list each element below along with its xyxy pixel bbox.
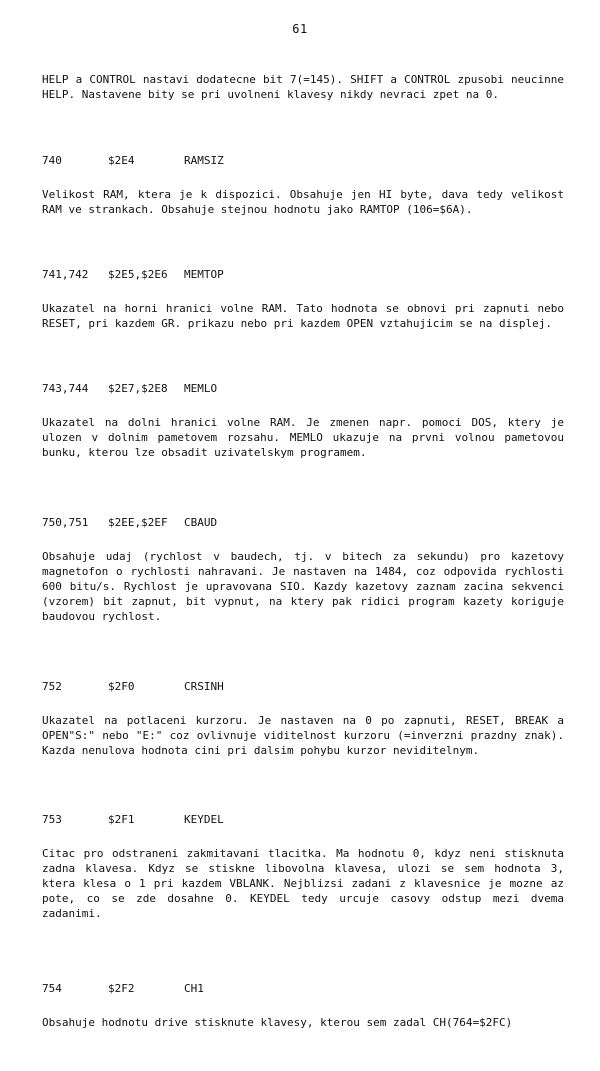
entry-header — [42, 680, 564, 694]
variable-name: CRSINH — [184, 680, 224, 693]
decimal-address: 752 — [42, 680, 62, 693]
entry-description: Ukazatel na dolni hranici volne RAM. Je zmenen napr. pomoci DOS, ktery je ulozen v dolnim pametovem rozsahu. MEMLO ukazuje na prvni volnou pametovou bunku, kterou lze obsadit uzivatelskym programem. — [42, 416, 564, 459]
variable-name: CH1 — [184, 982, 204, 995]
hex-address: $2F1 — [108, 813, 135, 826]
entry-ch1 — [42, 982, 564, 1030]
entry-description: Ukazatel na potlaceni kurzoru. Je nastaven na 0 po zapnuti, RESET, BREAK a OPEN"S:" nebo "E:" coz ovlivnuje viditelnost kurzoru (=inverzni prazdny znak). Kazda nenulova hodnota cini pri dalsim pohybu kurzor neviditelnym. — [42, 714, 564, 757]
hex-address: $2EE,$2EF — [108, 516, 168, 529]
variable-name: MEMLO — [184, 382, 218, 395]
entry-description: Citac pro odstraneni zakmitavani tlacitka. Ma hodnotu 0, kdyz neni stisknuta zadna klavesa. Kdyz se stiskne libovolna klavesa, ulozi se sem hodnota 3, ktera klesa o 1 pri kazdem VBLANK. Nejblizsi zadani z klavesnice je mozne az pote, co se zde dosahne 0. KEYDEL tedy urcuje casovy odstup mezi dvema zadanimi. — [42, 847, 564, 920]
page-number: 61 — [292, 22, 308, 36]
entry-description: Obsahuje udaj (rychlost v baudech, tj. v bitech za sekundu) pro kazetovy magnetofon o rychlosti nahravani. Je nastaven na 1484, coz odpovida rychlosti 600 bitu/s. Rychlost je upravovana SIO. Kazdy kazetovy zaznam zacina sekvenci (vzorem) bit zapnut, bit vypnut, na ktery pak ridici program kazety koriguje baudovou rychlost. — [42, 550, 564, 623]
decimal-address: 750,751 — [42, 516, 89, 529]
decimal-address: 743,744 — [42, 382, 89, 395]
entry-description: Velikost RAM, ktera je k dispozici. Obsahuje jen HI byte, dava tedy velikost RAM ve strankach. Obsahuje stejnou hodnotu jako RAMTOP (106=$6A). — [42, 188, 564, 216]
entry-memlo — [42, 382, 564, 460]
entry-ramsiz — [42, 154, 564, 217]
entry-description: Ukazatel na horni hranici volne RAM. Tato hodnota se obnovi pri zapnuti nebo RESET, pri kazdem GR. prikazu nebo pri kazdem OPEN vztahujicim se na displej. — [42, 302, 564, 330]
entry-keydel — [42, 813, 564, 921]
entry-crsinh — [42, 680, 564, 758]
entry-header — [42, 154, 564, 168]
entry-header — [42, 813, 564, 827]
hex-address: $2E5,$2E6 — [108, 268, 168, 281]
decimal-address: 740 — [42, 154, 62, 167]
variable-name: KEYDEL — [184, 813, 224, 826]
entry-header — [42, 516, 564, 530]
variable-name: MEMTOP — [184, 268, 224, 281]
entry-cbaud — [42, 516, 564, 624]
entry-memtop — [42, 268, 564, 331]
decimal-address: 741,742 — [42, 268, 89, 281]
variable-name: RAMSIZ — [184, 154, 224, 167]
entry-header — [42, 982, 564, 996]
entry-header — [42, 382, 564, 396]
intro-paragraph: HELP a CONTROL nastavi dodatecne bit 7(=145). SHIFT a CONTROL zpusobi neucinne HELP. Nastavene bity se pri uvolneni klavesy nikdy nevraci zpet na 0. — [42, 73, 564, 101]
entry-header — [42, 268, 564, 282]
hex-address: $2E7,$2E8 — [108, 382, 168, 395]
entry-description: Obsahuje hodnotu drive stisknute klavesy, kterou sem zadal CH(764=$2FC) — [42, 1016, 513, 1029]
hex-address: $2E4 — [108, 154, 135, 167]
variable-name: CBAUD — [184, 516, 218, 529]
decimal-address: 754 — [42, 982, 62, 995]
hex-address: $2F0 — [108, 680, 135, 693]
decimal-address: 753 — [42, 813, 62, 826]
hex-address: $2F2 — [108, 982, 135, 995]
